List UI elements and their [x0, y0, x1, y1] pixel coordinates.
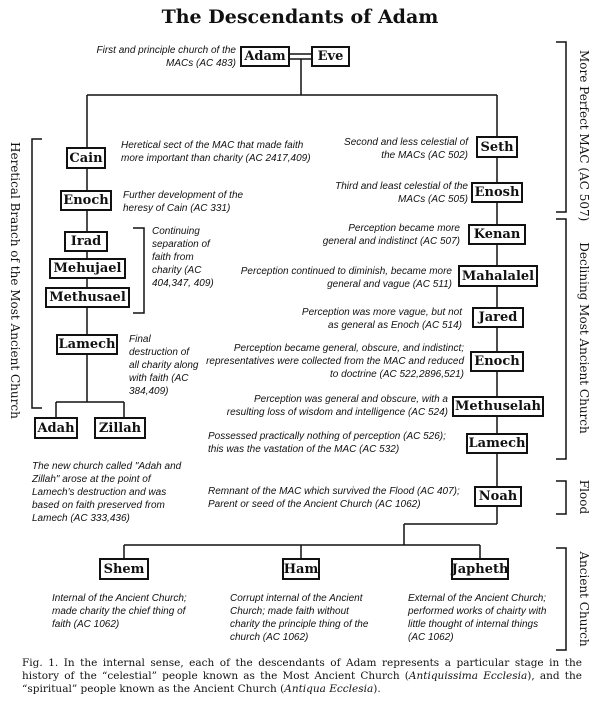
label-more-perfect-mac: More Perfect MAC (AC 507)	[577, 50, 591, 222]
node-adah: Adah	[34, 417, 78, 439]
node-irad: Irad	[64, 231, 108, 252]
diagram-title: The Descendants of Adam	[161, 6, 439, 28]
node-methuselah: Methuselah	[452, 396, 544, 417]
node-ham: Ham	[282, 558, 320, 580]
node-lamech-cain: Lamech	[56, 334, 118, 355]
note-seth: Second and less celestial of the MACs (AC 502)	[344, 137, 468, 161]
note-enosh: Third and least celestial of the MACs (AC 505)	[335, 181, 468, 205]
label-flood: Flood	[577, 479, 591, 515]
node-noah: Noah	[474, 486, 522, 507]
node-seth: Seth	[476, 136, 518, 158]
node-zillah: Zillah	[94, 417, 146, 439]
node-enoch-seth: Enoch	[470, 351, 524, 372]
note-noah: Remnant of the MAC which survived the Flood (AC 407); Parent or seed of the Ancient Church (AC 1062)	[208, 486, 460, 510]
note-ham: Corrupt internal of the Ancient Church; made faith without charity the principle thing of the church (AC 1062)	[230, 593, 369, 643]
node-jared: Jared	[472, 307, 524, 328]
node-mehujael: Mehujael	[49, 258, 126, 279]
node-adam: Adam	[240, 46, 290, 67]
note-enoch-cain: Further development of the heresy of Cain (AC 331)	[123, 190, 244, 214]
note-adah-zillah: The new church called "Adah and Zillah" arose at the point of Lamech's destruction and was based on faith preserved from Lamech (AC 333,436)	[32, 461, 182, 524]
figure-caption: Fig. 1. In the internal sense, each of the descendants of Adam represents a particular stage in the history of the “celestial” people known as the Most Ancient Church (Antiquissima Ecclesia), and the “spiritual” people known as the Ancient Church (Antiqua Ecclesia).	[22, 657, 582, 695]
node-enosh: Enosh	[471, 182, 523, 203]
note-lamech-seth: Possessed practically nothing of perception (AC 526); this was the vastation of the MAC (AC 532)	[208, 431, 446, 455]
node-cain: Cain	[66, 147, 106, 169]
node-mahalalel: Mahalalel	[458, 265, 538, 287]
label-declining-mac: Declining Most Ancient Church	[577, 242, 591, 434]
node-methusael: Methusael	[45, 287, 130, 308]
note-adam-eve: First and principle church of the MACs (AC 483)	[96, 45, 236, 69]
label-ancient-church: Ancient Church	[577, 551, 591, 647]
node-enoch-cain: Enoch	[60, 190, 112, 211]
node-japheth: Japheth	[451, 558, 509, 580]
note-mahalalel: Perception continued to diminish, became more general and vague (AC 511)	[240, 266, 452, 290]
note-cain: Heretical sect of the MAC that made faith more important than charity (AC 2417,409)	[121, 140, 311, 164]
node-shem: Shem	[99, 558, 149, 580]
note-methuselah: Perception was general and obscure, with a resulting loss of wisdom and intelligence (AC 524)	[226, 394, 448, 418]
note-irad-group: Continuing separation of faith from charity (AC 404,347, 409)	[152, 226, 214, 289]
node-lamech-seth: Lamech	[466, 433, 528, 454]
node-eve: Eve	[311, 46, 350, 67]
note-kenan: Perception became more general and indistinct (AC 507)	[322, 223, 460, 247]
note-japheth: External of the Ancient Church; performed works of chairty with little thought of internal things (AC 1062)	[408, 593, 547, 643]
note-jared: Perception was more vague, but not as general as Enoch (AC 514)	[301, 307, 462, 331]
label-heretical-branch: Heretical Branch of the Most Ancient Church	[8, 142, 22, 419]
note-shem: Internal of the Ancient Church; made charity the chief thing of faith (AC 1062)	[52, 593, 187, 630]
node-kenan: Kenan	[468, 224, 526, 245]
note-enoch-seth: Perception became general, obscure, and indistinct; representatives were collected from the MAC and reduced to doctrine (AC 522,2896,521)	[206, 343, 464, 380]
note-lamech-cain: Final destruction of all charity along with faith (AC 384,409)	[129, 334, 199, 397]
